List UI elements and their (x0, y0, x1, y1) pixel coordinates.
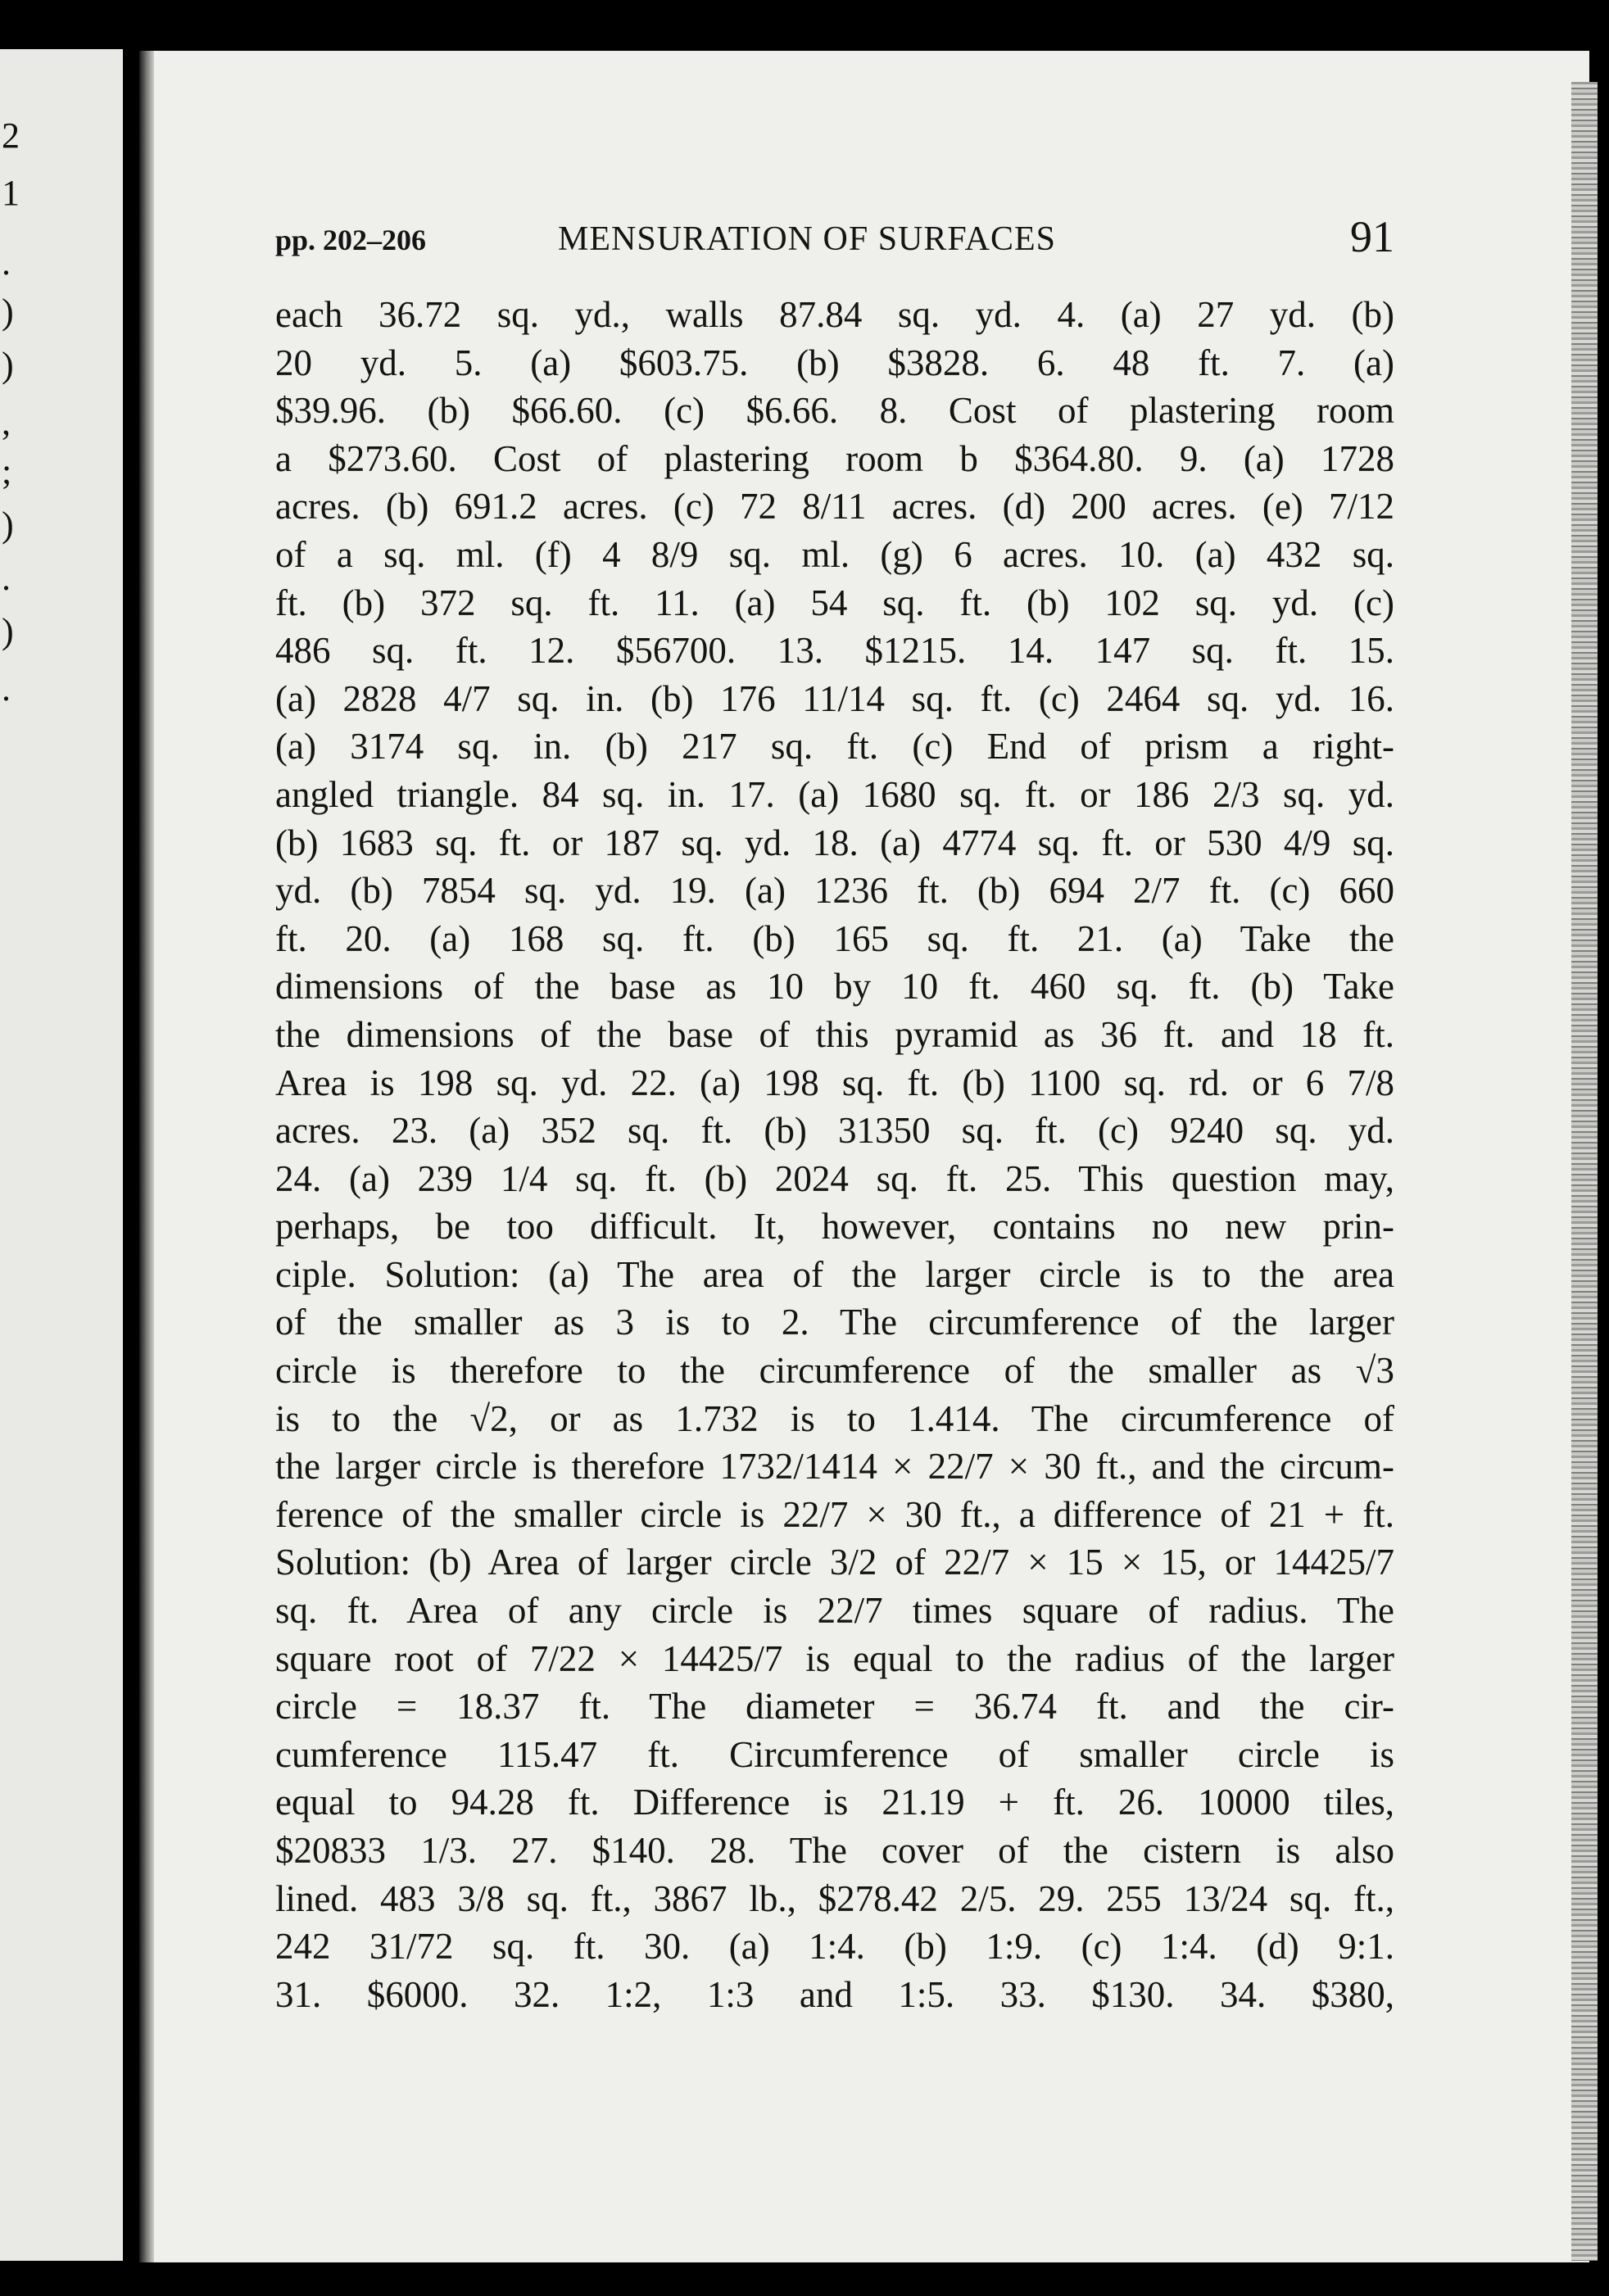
text-line: 24. (a) 239 1/4 sq. ft. (b) 2024 sq. ft. 25. This question may, (275, 1157, 1394, 1199)
text-line: ference of the smaller circle is 22/7 × 30 ft., a difference of 21 + ft. (275, 1493, 1394, 1535)
text-line: circle = 18.37 ft. The diameter = 36.74 ft. and the cir- (275, 1686, 1394, 1728)
facing-page-glyph: , (2, 402, 11, 442)
facing-page-glyph: ) (2, 505, 14, 545)
facing-page-glyph: ) (2, 611, 14, 651)
text-line: of a sq. ml. (f) 4 8/9 sq. ml. (g) 6 acres. 10. (a) 432 sq. (275, 533, 1394, 575)
text-line: $20833 1/3. 27. $140. 28. The cover of the cistern is also (275, 1830, 1394, 1871)
answers-body-text (275, 291, 1394, 2018)
facing-page-glyph: ; (2, 451, 12, 491)
text-line: acres. 23. (a) 352 sq. ft. (b) 31350 sq. ft. (c) 9240 sq. yd. (275, 1110, 1394, 1152)
page-number: 91 (1350, 212, 1394, 261)
text-line: angled triangle. 84 sq. in. 17. (a) 1680 sq. ft. or 186 2/3 sq. yd. (275, 773, 1394, 815)
text-line: 242 31/72 sq. ft. 30. (a) 1:4. (b) 1:9. (c) 1:4. (d) 9:1. (275, 1926, 1394, 1968)
text-line: 20 yd. 5. (a) $603.75. (b) $3828. 6. 48 ft. 7. (a) (275, 342, 1394, 383)
facing-page-glyph: ) (2, 292, 14, 332)
text-line: ciple. Solution: (a) The area of the larger circle is to the area (275, 1253, 1394, 1295)
text-line: yd. (b) 7854 sq. yd. 19. (a) 1236 ft. (b) 694 2/7 ft. (c) 660 (275, 870, 1394, 912)
text-line: (b) 1683 sq. ft. or 187 sq. yd. 18. (a) 4774 sq. ft. or 530 4/9 sq. (275, 822, 1394, 863)
text-line: acres. (b) 691.2 acres. (c) 72 8/11 acres. (d) 200 acres. (e) 7/12 (275, 486, 1394, 528)
text-line: $39.96. (b) $66.60. (c) $6.66. 8. Cost of plastering room (275, 390, 1394, 432)
facing-page-edge (0, 49, 123, 2261)
text-line: square root of 7/22 × 14425/7 is equal to the radius of the larger (275, 1637, 1394, 1679)
text-line: dimensions of the base as 10 by 10 ft. 460 sq. ft. (b) Take (275, 966, 1394, 1008)
header-title: MENSURATION OF SURFACES (558, 220, 1057, 258)
text-line: the dimensions of the base of this pyramid as 36 ft. and 18 ft. (275, 1013, 1394, 1055)
text-line: ft. 20. (a) 168 sq. ft. (b) 165 sq. ft. 21. (a) Take the (275, 917, 1394, 959)
text-line: sq. ft. Area of any circle is 22/7 times square of radius. The (275, 1590, 1394, 1632)
facing-page-glyph: ) (2, 345, 14, 385)
text-line: the larger circle is therefore 1732/1414 × 22/7 × 30 ft., and the circum- (275, 1446, 1394, 1488)
text-line: perhaps, be too difficult. It, however, contains no new prin- (275, 1206, 1394, 1248)
text-line: cumference 115.47 ft. Circumference of smaller circle is (275, 1733, 1394, 1775)
header-page-range: pp. 202–206 (275, 224, 427, 256)
facing-page-glyph: 2 (2, 115, 20, 156)
page-gutter (139, 51, 154, 2262)
page-stack-edge (1571, 82, 1598, 2261)
text-line: (a) 3174 sq. in. (b) 217 sq. ft. (c) End of prism a right- (275, 726, 1394, 768)
text-line: circle is therefore to the circumference of the smaller as √3 (275, 1350, 1394, 1392)
text-line: 486 sq. ft. 12. $56700. 13. $1215. 14. 147 sq. ft. 15. (275, 630, 1394, 672)
facing-page-glyph: 1 (2, 173, 20, 213)
text-line: lined. 483 3/8 sq. ft., 3867 lb., $278.42 2/5. 29. 255 13/24 sq. ft., (275, 1877, 1394, 1919)
text-line: Solution: (b) Area of larger circle 3/2 of 22/7 × 15 × 15, or 14425/7 (275, 1542, 1394, 1583)
text-line: is to the √2, or as 1.732 is to 1.414. The circumference of (275, 1397, 1394, 1439)
facing-page-glyph: . (2, 242, 11, 283)
text-line: a $273.60. Cost of plastering room b $364.80. 9. (a) 1728 (275, 437, 1394, 479)
text-line: 31. $6000. 32. 1:2, 1:3 and 1:5. 33. $130. 34. $380, (275, 1973, 1394, 2015)
facing-page-glyph: . (2, 668, 11, 709)
text-line: (a) 2828 4/7 sq. in. (b) 176 11/14 sq. ft. (c) 2464 sq. yd. 16. (275, 677, 1394, 719)
text-line: of the smaller as 3 is to 2. The circumference of the larger (275, 1302, 1394, 1343)
text-line: each 36.72 sq. yd., walls 87.84 sq. yd. 4. (a) 27 yd. (b) (275, 294, 1394, 335)
text-line: ft. (b) 372 sq. ft. 11. (a) 54 sq. ft. (b) 102 sq. yd. (c) (275, 582, 1394, 623)
facing-page-glyph: . (2, 558, 11, 598)
running-header (275, 211, 1394, 272)
text-line: Area is 198 sq. yd. 22. (a) 198 sq. ft. (b) 1100 sq. rd. or 6 7/8 (275, 1062, 1394, 1103)
text-line: equal to 94.28 ft. Difference is 21.19 + ft. 26. 10000 tiles, (275, 1782, 1394, 1823)
